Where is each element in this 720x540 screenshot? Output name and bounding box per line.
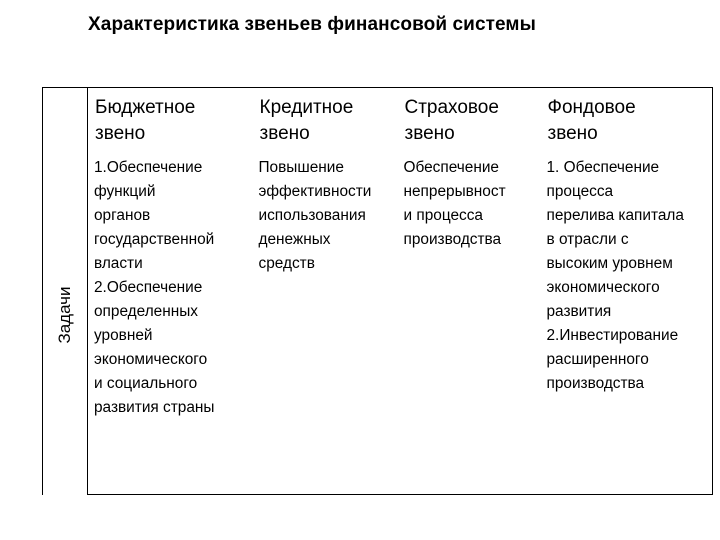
header-stock: Фондовое звено: [547, 97, 636, 144]
header-budget: Бюджетное звено: [95, 97, 196, 144]
cell-insurance: [398, 154, 541, 495]
tasks-credit: Повышение эффективности использования денежных средств: [258, 159, 372, 272]
tasks-row: [43, 154, 713, 495]
page-title: Характеристика звеньев финансовой системы: [88, 14, 536, 35]
header-cell-insurance: [398, 88, 541, 155]
header-row: [43, 88, 713, 155]
tasks-budget: 1.Обеспечение функций органов государственной власти 2.Обеспечение определенных уровней экономического и социального развития страны: [94, 159, 215, 416]
header-credit: Кредитное звено: [259, 97, 354, 144]
finance-system-table: [42, 87, 713, 495]
cell-budget: [88, 154, 253, 495]
cell-credit: [253, 154, 398, 495]
side-label-cell: [43, 88, 88, 495]
tasks-insurance: Обеспечение непрерывност и процесса производства: [403, 159, 506, 248]
header-cell-stock: [541, 88, 713, 155]
tasks-stock: 1. Обеспечение процесса перелива капитала в отрасли с высоким уровнем экономического развития 2.Инвестирование расширенного производства: [546, 159, 684, 392]
header-cell-credit: [253, 88, 398, 155]
cell-stock: [541, 154, 713, 495]
header-insurance: Страховое звено: [404, 97, 499, 144]
side-label: Задачи: [55, 285, 74, 344]
header-cell-budget: [88, 88, 253, 155]
